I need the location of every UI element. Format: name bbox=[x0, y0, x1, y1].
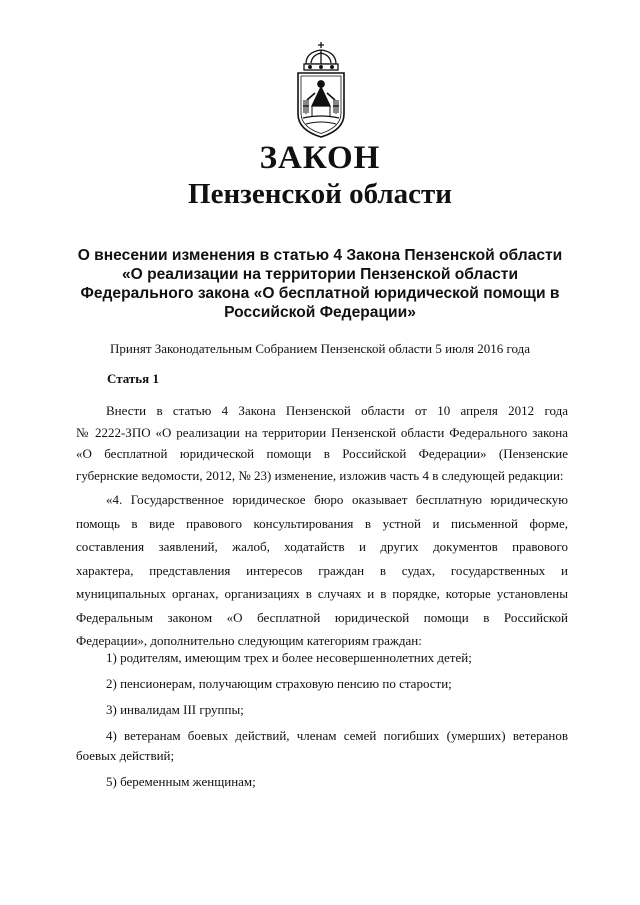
paragraph-1 bbox=[76, 400, 568, 486]
law-heading bbox=[40, 246, 600, 322]
law-subtitle: Пензенской области bbox=[188, 178, 452, 210]
text-line: «О бесплатной юридической помощи в Российской Федерации» (Пензенские bbox=[76, 446, 568, 461]
text-line: № 2222-ЗПО «О реализации на территории Пензенской области Федерального закона bbox=[76, 424, 568, 440]
text-line: составления заявлений, жалоб, ходатайств и других документов правового bbox=[76, 539, 568, 554]
article-heading: Статья 1 bbox=[107, 371, 159, 386]
list-item: 1) родителям, имеющим трех и более несовершеннолетних детей; bbox=[106, 650, 472, 665]
adoption-note: Принят Законодательным Собранием Пензенской области 5 июля 2016 года bbox=[110, 341, 530, 356]
text-line: «4. Государственное юридическое бюро оказывает бесплатную юридическую bbox=[106, 492, 568, 507]
law-title: ЗАКОН bbox=[259, 140, 381, 176]
list-item: 2) пенсионерам, получающим страховую пенсию по старости; bbox=[106, 676, 452, 691]
heading-line: Федерального закона «О бесплатной юридической помощи в bbox=[80, 285, 560, 302]
category-list bbox=[76, 648, 568, 798]
text-line: боевых действий; bbox=[76, 748, 175, 763]
text-line: Внести в статью 4 Закона Пензенской области от 10 апреля 2012 года bbox=[106, 403, 568, 418]
heading-line: Российской Федерации» bbox=[224, 304, 416, 321]
heading-line: О внесении изменения в статью 4 Закона Пензенской области bbox=[77, 247, 563, 264]
text-line: губернские ведомости, 2012, № 23) изменение, изложив часть 4 в следующей редакции: bbox=[76, 467, 564, 483]
text-line: 4) ветеранам боевых действий, членам семей погибших (умерших) ветеранов bbox=[106, 728, 568, 743]
text-line: характера, представления интересов граждан в судах, государственных и bbox=[76, 562, 568, 578]
text-line: Федеральным законом «О бесплатной юридической помощи в Российской bbox=[76, 609, 568, 625]
list-item bbox=[76, 726, 568, 772]
coat-of-arms-emblem bbox=[290, 40, 352, 140]
paragraph-2 bbox=[76, 488, 568, 653]
heading-line: «О реализации на территории Пензенской области bbox=[121, 266, 519, 283]
list-item: 3) инвалидам III группы; bbox=[106, 702, 244, 717]
text-line: Федерации», дополнительно следующим категориям граждан: bbox=[76, 633, 422, 648]
list-item: 5) беременным женщинам; bbox=[106, 774, 256, 789]
text-line: муниципальных органах, организациях в случаях и в порядке, которые установлены bbox=[76, 586, 568, 601]
text-line: помощь в виде правового консультирования в устной и письменной форме, bbox=[76, 515, 568, 531]
